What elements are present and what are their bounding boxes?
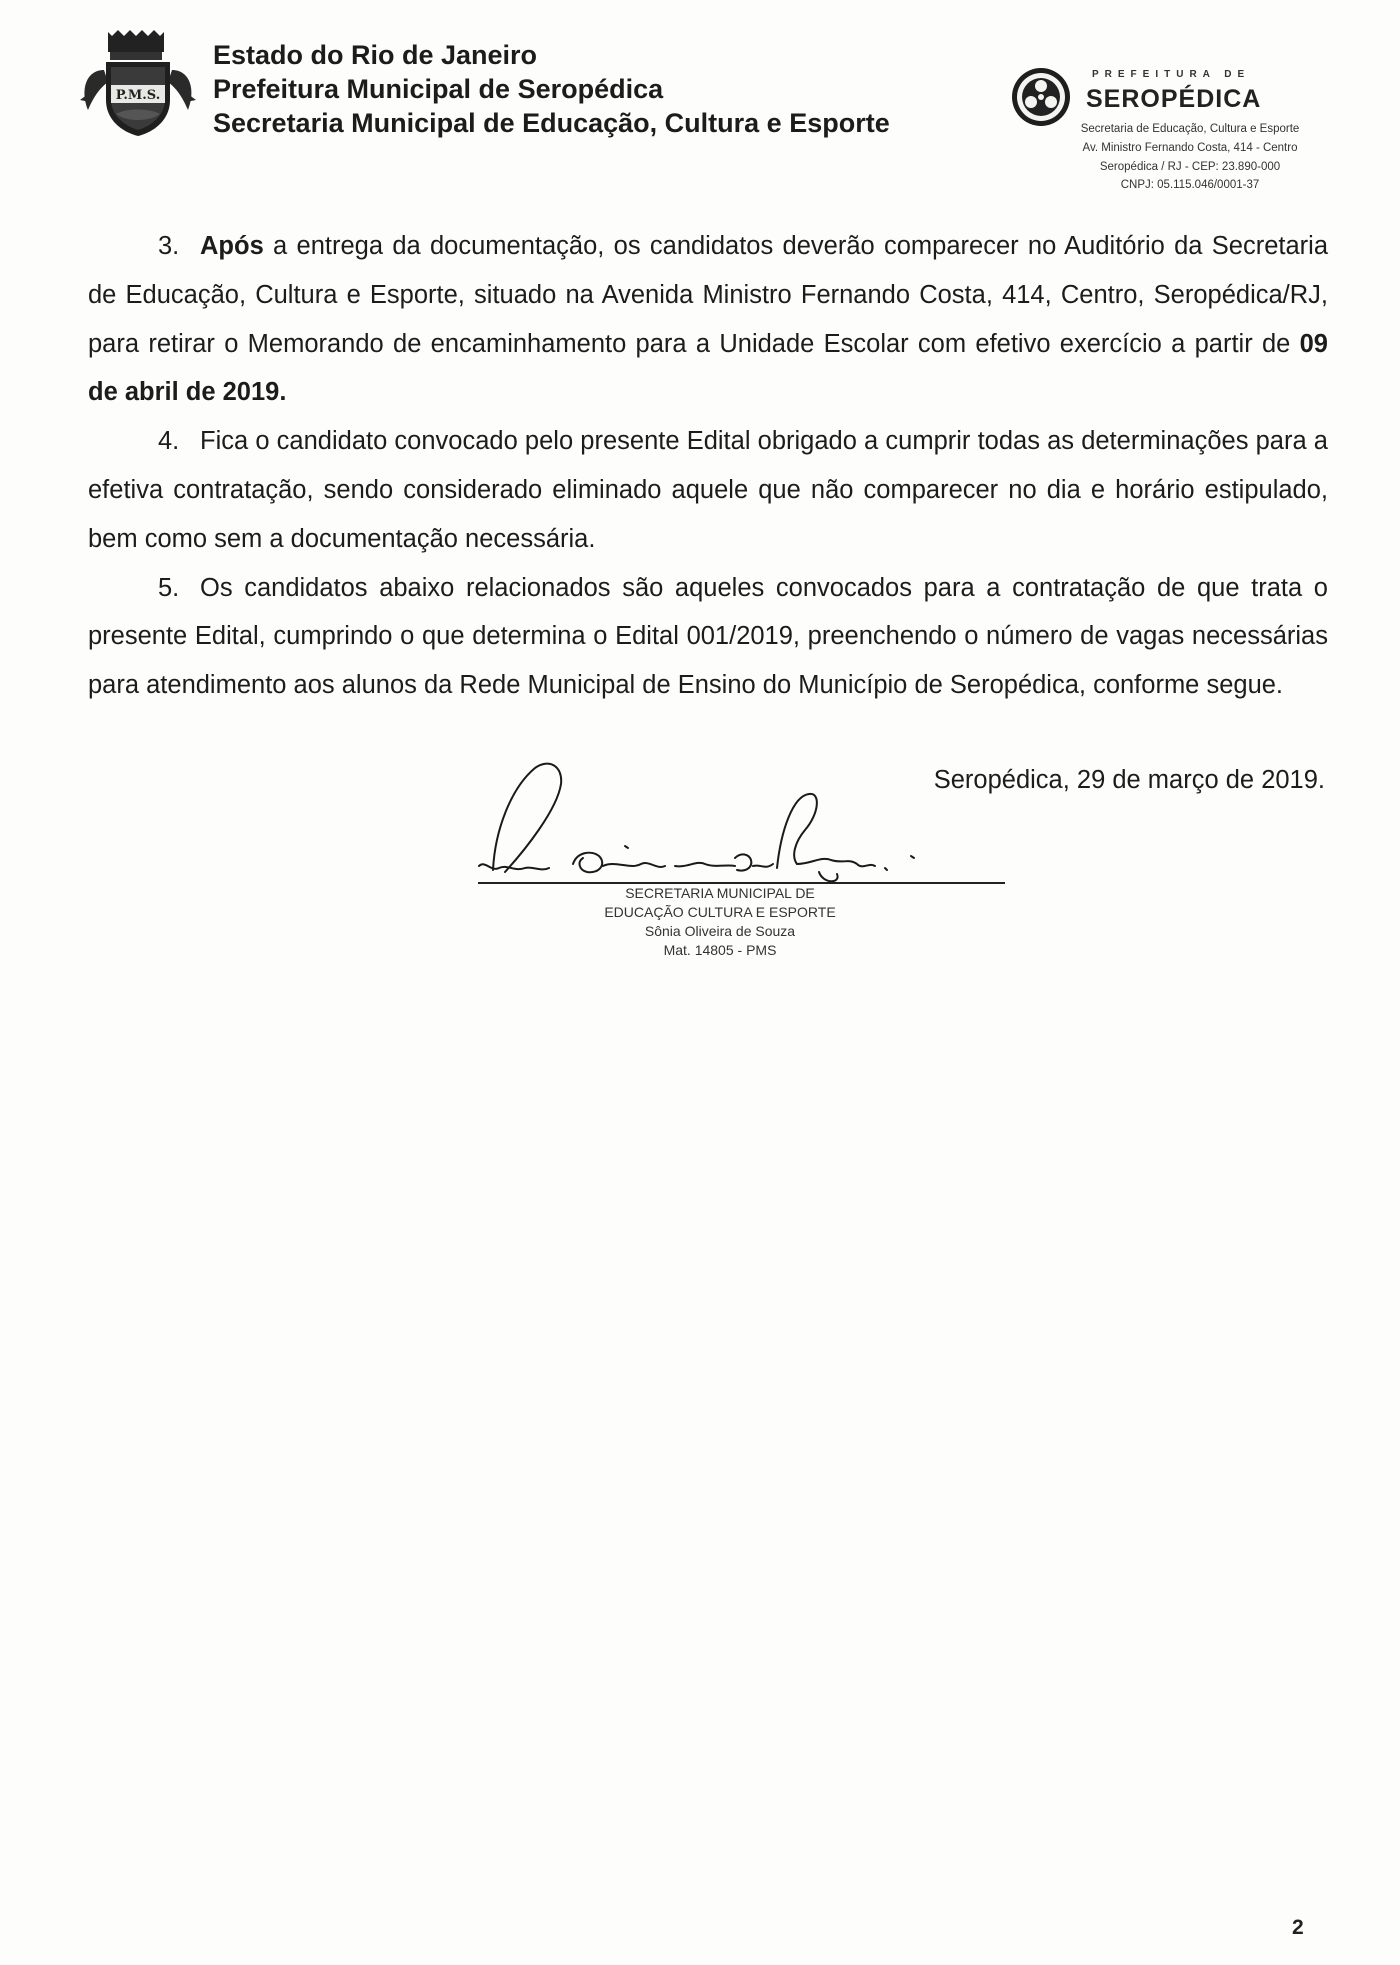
paragraph-number: 4. <box>158 427 180 456</box>
place-and-date: Seropédica, 29 de março de 2019. <box>933 766 1325 794</box>
paragraph-5-text: Os candidatos abaixo relacionados são aqueles convocados para a contratação de que trata o presente Edital, cumprindo o que determina o Edital 001/2019, preenchendo o número de vagas necessárias para atendimento aos alunos da Rede Municipal de Ensino do Município de Seropédica, conforme segue. <box>88 573 1328 700</box>
paragraph-5 <box>88 564 1328 710</box>
stamp-prefix: PREFEITURA DE <box>1092 69 1251 80</box>
stamp-line-3: Seropédica / RJ - CEP: 23.890-000 <box>1099 161 1281 173</box>
paragraph-4-text: Fica o candidato convocado pelo presente Edital obrigado a cumprir todas as determinações para a efetiva contratação, sendo considerado eliminado aquele que não comparecer no dia e horário estipulado, bem como sem a documentação necessária. <box>88 427 1328 553</box>
stamp-line-4: CNPJ: 05.115.046/0001-37 <box>1120 179 1260 191</box>
signatory-registration: Mat. 14805 - PMS <box>663 942 777 958</box>
official-stamp <box>1010 64 1355 194</box>
letterhead <box>213 38 1013 140</box>
stamp-line-1: Secretaria de Educação, Cultura e Esporte <box>1080 123 1300 135</box>
paragraph-3 <box>88 222 1328 417</box>
header-secretariat: Secretaria Municipal de Educação, Cultura e Esporte <box>213 108 890 138</box>
page-number: 2 <box>1292 1916 1304 1939</box>
paragraph-3-end: . <box>279 378 287 407</box>
signature-title-1: SECRETARIA MUNICIPAL DE <box>625 885 815 901</box>
stamp-city-name: SEROPÉDICA <box>1086 85 1262 113</box>
stamp-line-2: Av. Ministro Fernando Costa, 414 - Centro <box>1082 142 1298 154</box>
paragraph-3-lead: Após <box>200 232 264 260</box>
header-prefecture: Prefeitura Municipal de Seropédica <box>213 74 664 104</box>
signatory-name: Sônia Oliveira de Souza <box>644 923 796 939</box>
municipal-crest-logo <box>78 30 198 140</box>
paragraph-number: 3. <box>158 232 180 260</box>
document-body <box>88 222 1328 710</box>
signature-title-2: EDUCAÇÃO CULTURA E ESPORTE <box>604 904 836 920</box>
start-date: 09 de abril de 2019 <box>88 329 1328 407</box>
paragraph-number: 5. <box>158 573 180 602</box>
svg-text:P.M.S.: P.M.S. <box>115 88 161 103</box>
paragraph-4 <box>88 417 1328 563</box>
seropedica-emblem-icon <box>1010 66 1072 128</box>
header-state: Estado do Rio de Janeiro <box>213 40 538 70</box>
signature-stamp <box>570 884 870 960</box>
paragraph-3-text: a entrega da documentação, os candidatos deverão comparecer no Auditório da Secretaria de Educação, Cultura e Esporte, situado na Avenida Ministro Fernando Costa, 414, Centro, Seropédica/RJ, para retirar o Memorando de encaminhamento para a Unidade Escolar com efetivo exercício a partir de <box>88 232 1328 358</box>
handwritten-signature <box>465 760 1005 885</box>
